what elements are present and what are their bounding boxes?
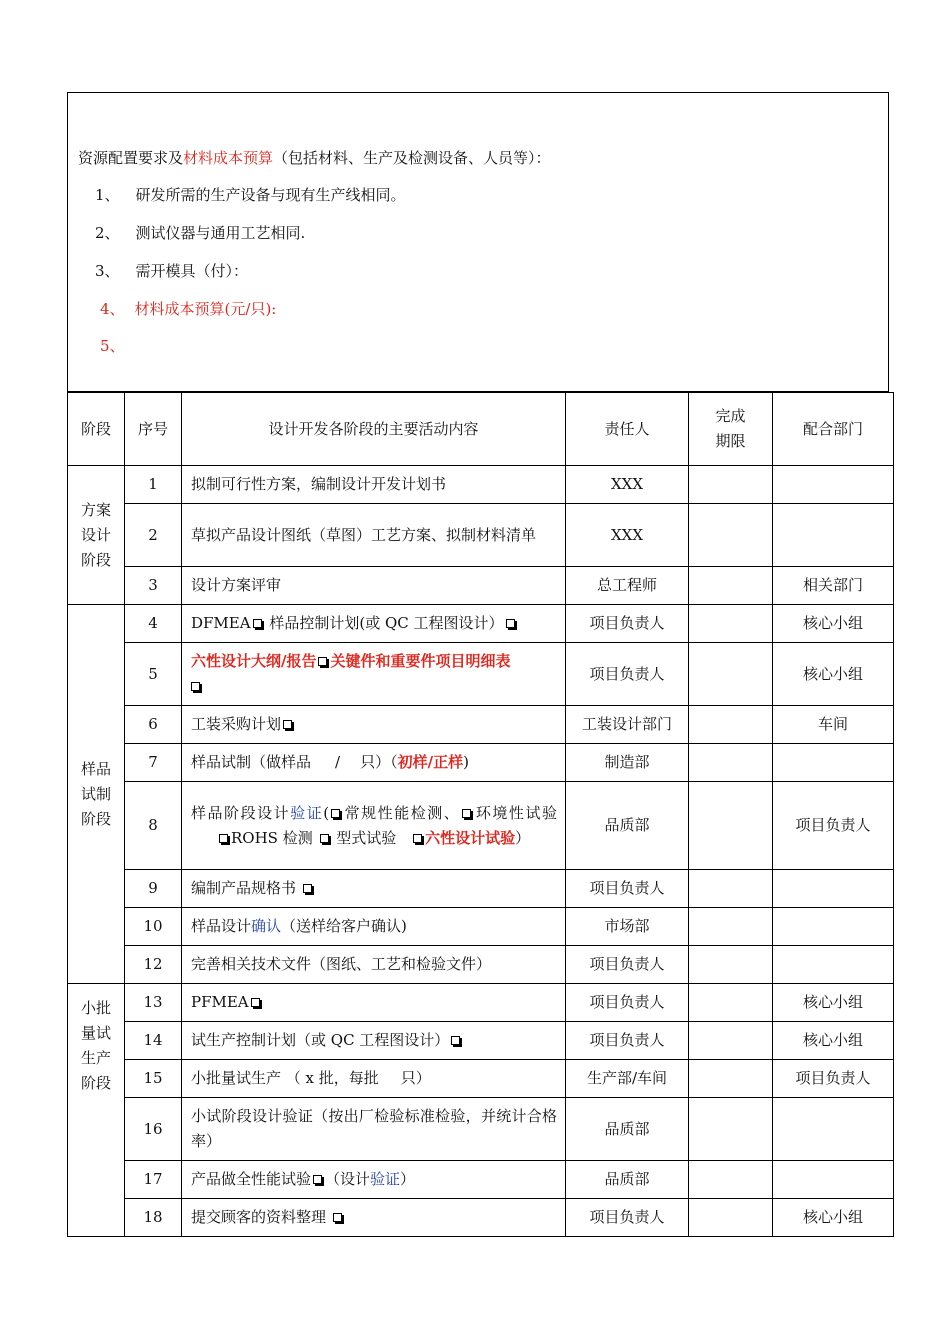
table-row: 2 草拟产品设计图纸（草图）工艺方案、拟制材料清单 XXX xyxy=(68,504,894,567)
checkbox-icon xyxy=(219,834,228,843)
table-row: 3 设计方案评审 总工程师 相关部门 xyxy=(68,567,894,605)
header-content: 设计开发各阶段的主要活动内容 xyxy=(182,393,566,466)
table-row: 15 小批量试生产 （ x 批，每批 只） 生产部/车间 项目负责人 xyxy=(68,1060,894,1098)
header-dept: 配合部门 xyxy=(773,393,894,466)
checkbox-icon xyxy=(333,1213,342,1222)
table-row: 方案 设计 阶段 1 拟制可行性方案，编制设计开发计划书 XXX xyxy=(68,466,894,504)
table-row: 9 编制产品规格书 项目负责人 xyxy=(68,870,894,908)
checkbox-icon xyxy=(283,720,292,729)
activity-table xyxy=(67,392,894,1237)
checkbox-icon xyxy=(251,998,260,1007)
checkbox-icon xyxy=(451,1036,460,1045)
checkbox-icon xyxy=(313,1175,322,1184)
stage-cell: 小批 量试 生产 阶段 xyxy=(68,984,125,1237)
checkbox-icon xyxy=(253,619,262,628)
resource-item: 3、 需开模具（付）： xyxy=(95,262,249,280)
table-row: 12 完善相关技术文件（图纸、工艺和检验文件） 项目负责人 xyxy=(68,946,894,984)
stage-cell: 方案 设计 阶段 xyxy=(68,466,125,605)
table-row: 6 工装采购计划 工装设计部门 车间 xyxy=(68,706,894,744)
table-row: 8 样品阶段设计验证( 常规性能检测、 环境性试验 ROHS 检测 型式试验 六性设计试验） 品质部 项目负责人 xyxy=(68,782,894,870)
table-row: 14 试生产控制计划（或 QC 工程图设计） 项目负责人 核心小组 xyxy=(68,1022,894,1060)
table-row: 16 小试阶段设计验证（按出厂检验标准检验，并统计合格率） 品质部 xyxy=(68,1098,894,1161)
checkbox-icon xyxy=(303,884,312,893)
table-row: 18 提交顾客的资料整理 项目负责人 核心小组 xyxy=(68,1199,894,1237)
table-header xyxy=(68,393,894,466)
checkbox-icon xyxy=(191,682,200,691)
resource-item: 5、 xyxy=(100,337,125,355)
resource-intro: 资源配置要求及材料成本预算（包括材料、生产及检测设备、人员等）： xyxy=(78,149,551,167)
resource-item: 4、 材料成本预算(元/只): xyxy=(100,300,277,318)
header-seq: 序号 xyxy=(125,393,182,466)
table-row: 5 六性设计大纲/报告 关键件和重要件项目明细表 项目负责人 核心小组 xyxy=(68,643,894,706)
header-stage: 阶段 xyxy=(68,393,125,466)
table-row: 7 样品试制（做样品 / 只）（初样/正样) 制造部 xyxy=(68,744,894,782)
header-deadline: 完成 期限 xyxy=(689,393,773,466)
checkbox-icon xyxy=(331,809,340,818)
resource-item: 1、 研发所需的生产设备与现有生产线相同。 xyxy=(95,186,406,204)
table-row: 17 产品做全性能试验 （设计验证） 品质部 xyxy=(68,1161,894,1199)
checkbox-icon xyxy=(413,834,422,843)
stage-cell: 样品 试制 阶段 xyxy=(68,605,125,984)
checkbox-icon xyxy=(320,834,329,843)
checkbox-icon xyxy=(462,809,471,818)
table-row: 样品 试制 阶段 4 DFMEA 样品控制计划(或 QC 工程图设计） 项目负责人 核心小组 xyxy=(68,605,894,643)
resource-item: 2、 测试仪器与通用工艺相同. xyxy=(95,224,306,242)
table-row: 小批 量试 生产 阶段 13 PFMEA 项目负责人 核心小组 xyxy=(68,984,894,1022)
checkbox-icon xyxy=(318,657,327,666)
table-row: 10 样品设计确认（送样给客户确认) 市场部 xyxy=(68,908,894,946)
header-owner: 责任人 xyxy=(566,393,689,466)
checkbox-icon xyxy=(506,619,515,628)
resource-section xyxy=(67,92,889,392)
